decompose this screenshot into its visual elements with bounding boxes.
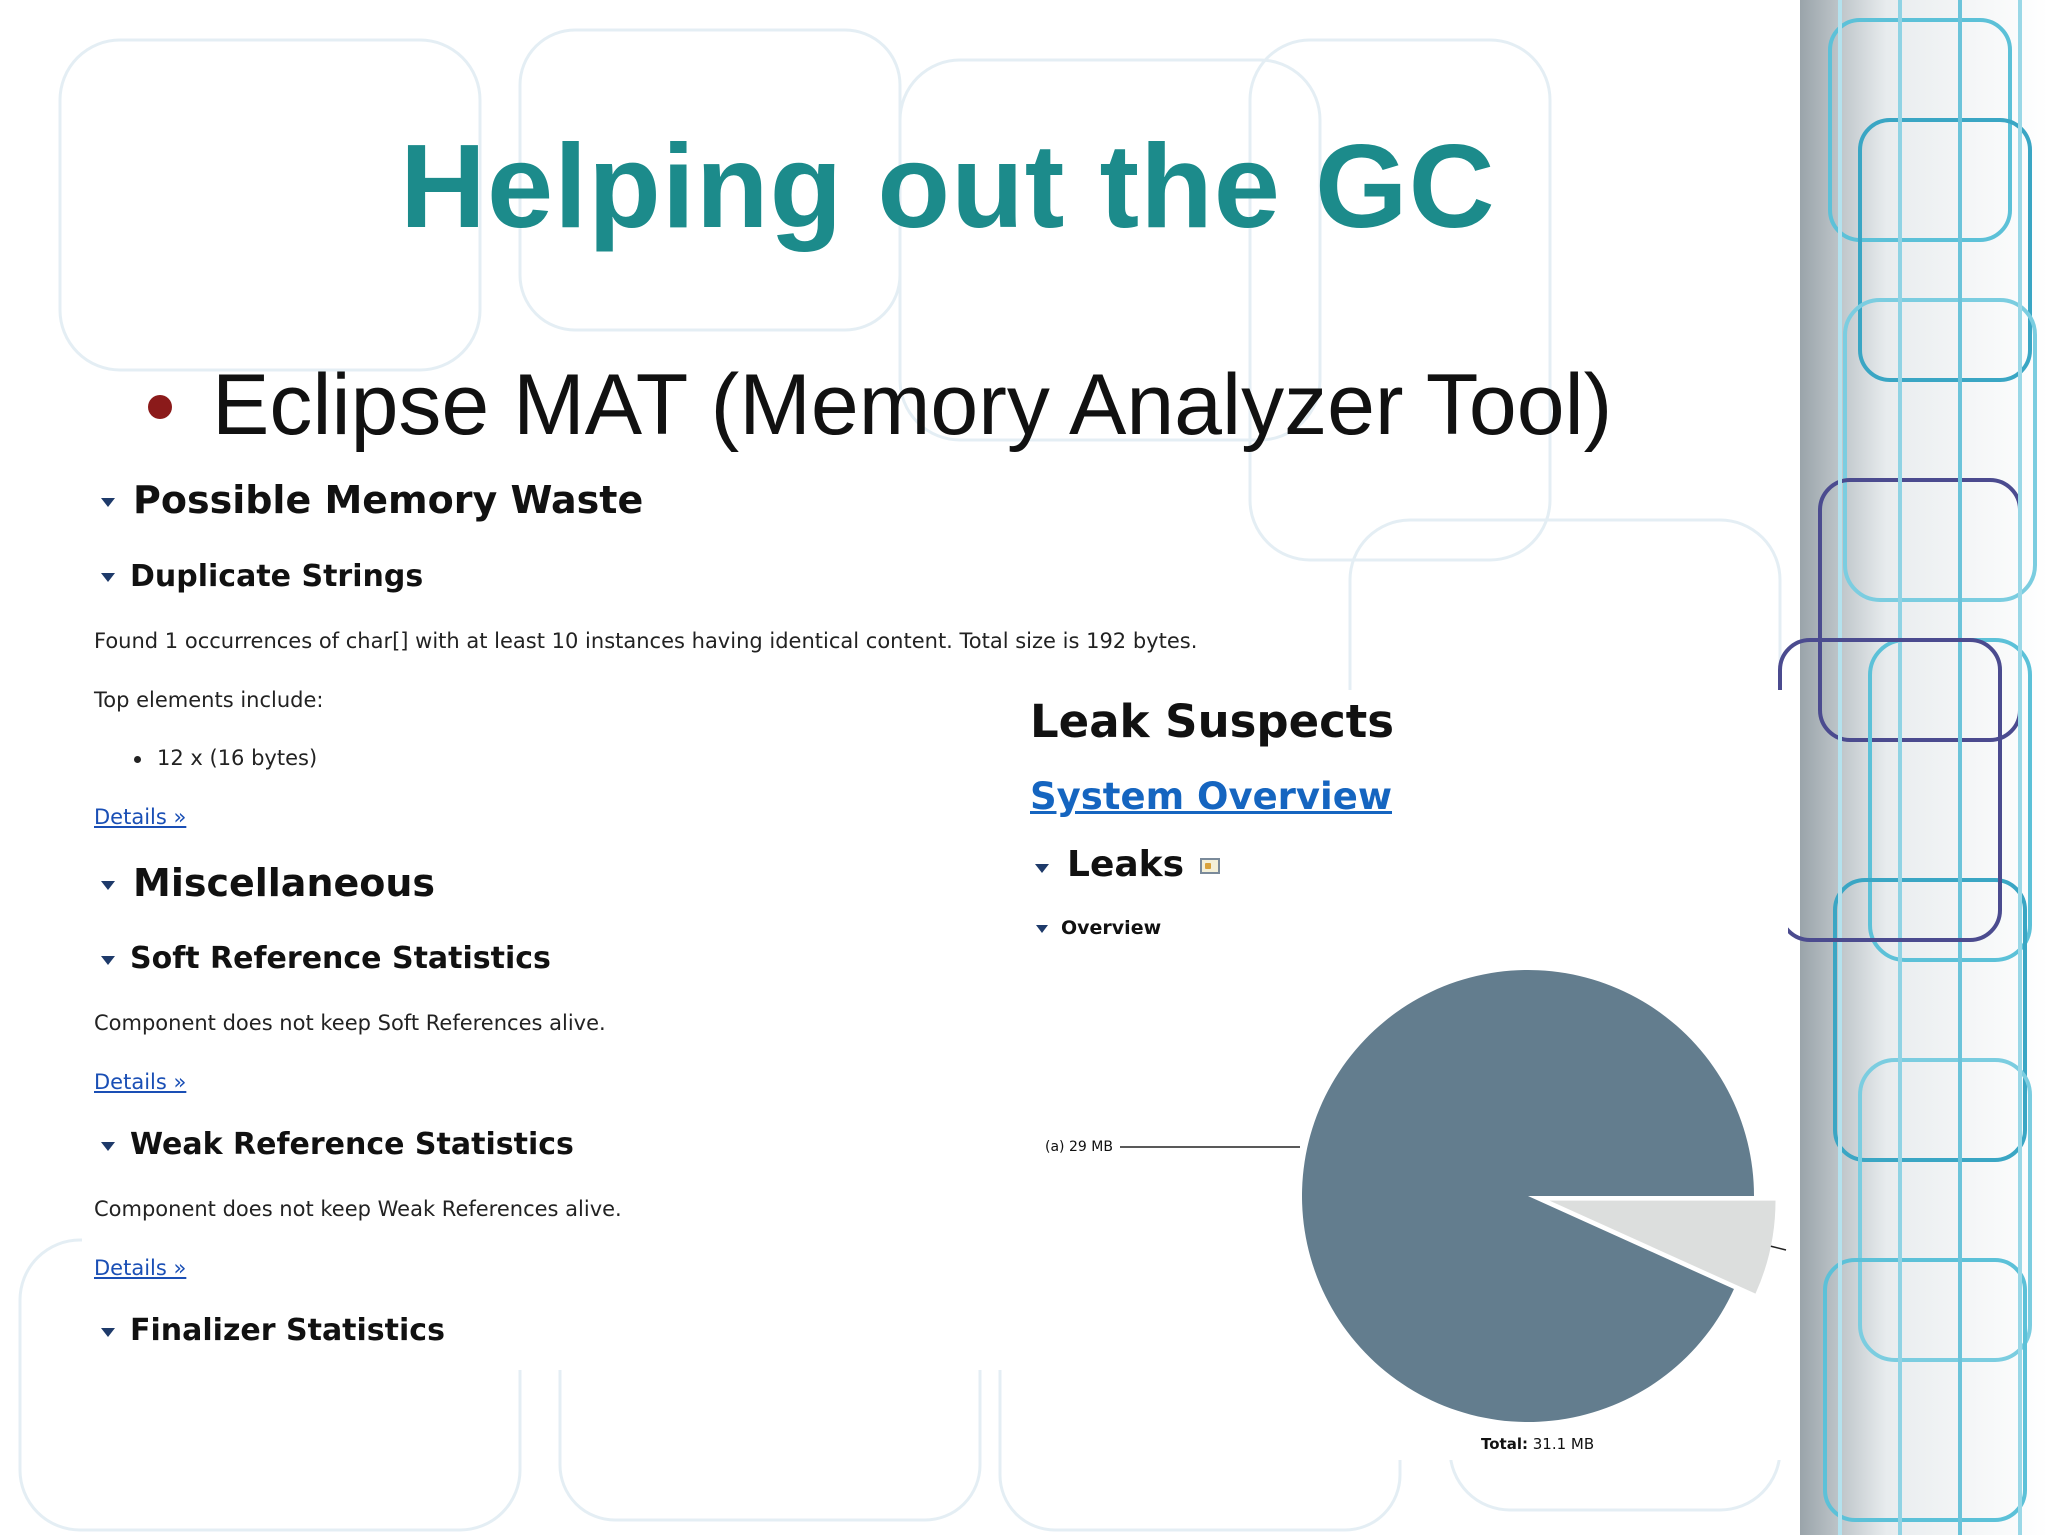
pie-label-a-value: 29 MB bbox=[1068, 1139, 1113, 1155]
pie-label-a-name: (a) bbox=[1045, 1139, 1065, 1155]
collapse-triangle-icon[interactable] bbox=[101, 1142, 115, 1151]
system-overview-link[interactable]: System Overview bbox=[1030, 775, 1392, 818]
leaks-heading: Leaks bbox=[1067, 844, 1185, 885]
heading-finalizer-statistics: Finalizer Statistics bbox=[130, 1313, 445, 1348]
overview-label: Overview bbox=[1061, 917, 1162, 939]
bullet-dot bbox=[148, 395, 172, 419]
heading-weak-reference-statistics: Weak Reference Statistics bbox=[130, 1127, 574, 1162]
leak-suspects-title: Leak Suspects bbox=[1030, 695, 1395, 748]
slide-title: Helping out the GC bbox=[400, 120, 1496, 253]
pie-total-value: 31.1 MB bbox=[1532, 1435, 1595, 1453]
collapse-triangle-icon[interactable] bbox=[101, 1328, 115, 1337]
pie-label-a bbox=[1045, 1139, 1113, 1155]
heading-possible-memory-waste: Possible Memory Waste bbox=[133, 478, 644, 522]
duplicate-strings-found-text: Found 1 occurrences of char[] with at least 10 instances having identical content. Total size is 192 bytes. bbox=[94, 629, 1198, 653]
details-link-weak-reference[interactable]: Details » bbox=[94, 1256, 187, 1280]
list-item: 12 x (16 bytes) bbox=[157, 746, 318, 770]
details-link-soft-reference[interactable]: Details » bbox=[94, 1070, 187, 1094]
heading-soft-reference-statistics: Soft Reference Statistics bbox=[130, 941, 551, 976]
report-icon[interactable] bbox=[1200, 858, 1220, 874]
collapse-triangle-icon[interactable] bbox=[1035, 864, 1049, 873]
soft-reference-text: Component does not keep Soft References alive. bbox=[94, 1011, 606, 1035]
heading-duplicate-strings: Duplicate Strings bbox=[130, 559, 424, 594]
pie-leader-line-b bbox=[1770, 1246, 1786, 1250]
weak-reference-text: Component does not keep Weak References alive. bbox=[94, 1197, 622, 1221]
list-bullet bbox=[134, 756, 141, 763]
pie-slice-a[interactable] bbox=[1302, 970, 1754, 1422]
pie-total bbox=[1481, 1435, 1594, 1453]
heading-miscellaneous: Miscellaneous bbox=[133, 861, 436, 905]
leak-pie-chart bbox=[1018, 950, 1798, 1480]
pie-total-label: Total: bbox=[1481, 1435, 1528, 1453]
collapse-triangle-icon[interactable] bbox=[1036, 925, 1048, 933]
collapse-triangle-icon[interactable] bbox=[101, 498, 115, 507]
bullet-text: Eclipse MAT (Memory Analyzer Tool) bbox=[212, 357, 1613, 453]
collapse-triangle-icon[interactable] bbox=[101, 881, 115, 890]
details-link-duplicate-strings[interactable]: Details » bbox=[94, 805, 187, 829]
collapse-triangle-icon[interactable] bbox=[101, 573, 115, 582]
collapse-triangle-icon[interactable] bbox=[101, 956, 115, 965]
top-elements-label: Top elements include: bbox=[94, 688, 324, 712]
